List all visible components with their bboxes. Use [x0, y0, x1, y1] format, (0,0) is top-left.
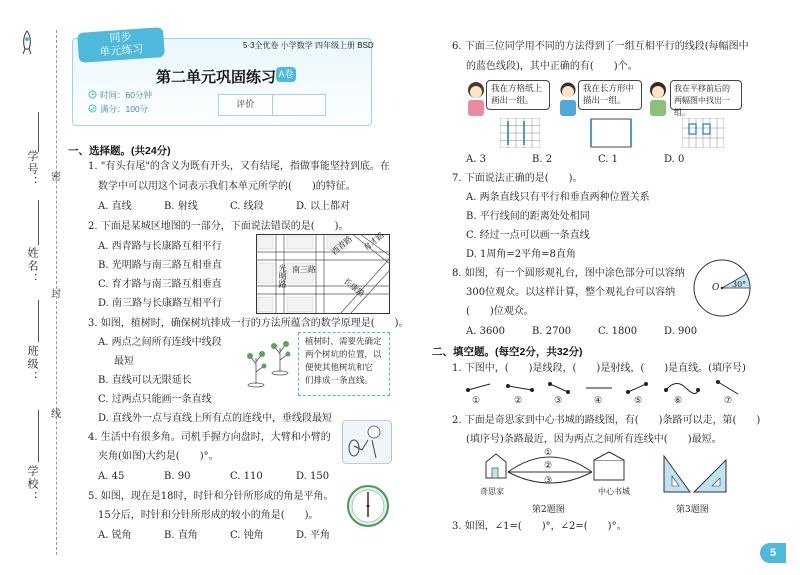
- student-number-label: 学号：: [26, 150, 39, 189]
- q3-option-c[interactable]: C. 过两点只能画一条直线: [98, 394, 212, 405]
- q8-line3: ( )位观众。: [466, 306, 534, 317]
- bubble-line: 我在平移前后的: [674, 84, 730, 93]
- map-label-nansan: 南三路: [292, 265, 316, 274]
- q3-line1: 3. 如图，植树时，确保树坑排成一行的方法所蕴含的数学原理是( )。: [88, 318, 409, 329]
- clock-face-illustration: [346, 484, 390, 528]
- circle-center-label: O: [712, 283, 720, 293]
- q1-line1: 1. "有头有尾"的含义为既有开头，又有结尾，指做事能坚持到底。在: [88, 161, 390, 172]
- q3-option-d[interactable]: D. 直线外一点与直线上所有点的连线中，垂线段最短: [98, 413, 333, 424]
- version-badge: A卷: [276, 67, 296, 82]
- student-girl-2: [646, 80, 670, 116]
- set-squares-figure: [660, 452, 730, 496]
- q7-option-c[interactable]: C. 经过一点可以画一条直线: [466, 230, 590, 241]
- q7-line1: 7. 下面说法正确的是( )。: [452, 173, 583, 184]
- bubble-line: 我在长方形中: [583, 84, 635, 94]
- route-label-2: ②: [544, 461, 553, 471]
- student-number-field[interactable]: [38, 112, 39, 152]
- q6-option-b[interactable]: B. 2: [532, 154, 553, 165]
- tab-line-1: 同步: [109, 31, 132, 45]
- q8-option-a[interactable]: A. 3600: [466, 326, 506, 337]
- map-label-xiqing: 西青路: [329, 234, 355, 257]
- speech-bubble-3: [670, 80, 742, 117]
- q2-option-c[interactable]: C. 育才路与南三路互相垂直: [98, 279, 222, 290]
- q4-option-a[interactable]: A. 45: [98, 471, 125, 482]
- q7-option-b[interactable]: B. 平行线间的距离处处相同: [466, 211, 590, 222]
- page-number: 5: [760, 543, 786, 563]
- q8-option-d[interactable]: D. 900: [664, 326, 698, 337]
- figure-number: ④: [594, 396, 603, 406]
- figure-number: ③: [554, 396, 563, 406]
- q1-option-c[interactable]: C. 线段: [230, 201, 264, 212]
- note-line: 两个树坑的位置，以: [305, 350, 382, 360]
- section-tab: [77, 27, 165, 63]
- binding-char: 线: [51, 409, 61, 420]
- q6-line1: 6. 下面三位同学用不同的方法得到了一组互相平行的线段(每幅图中: [452, 41, 749, 52]
- tab-line-2: 单元练习: [99, 43, 144, 59]
- q7-option-a[interactable]: A. 两条直线只有平行和垂直两种位置关系: [466, 192, 650, 203]
- q3-option-a[interactable]: A. 两点之间所有连线中线段: [98, 337, 222, 348]
- figure-number: ⑤: [634, 396, 643, 406]
- q8-option-b[interactable]: B. 2700: [532, 326, 572, 337]
- full-score: 满分：100分: [100, 104, 149, 114]
- q8-line1: 8. 如图，有一个圆形观礼台，图中涂色部分可以容纳: [452, 268, 685, 279]
- evaluation-label: 评价: [219, 95, 273, 115]
- bubble-line: 画出一组。: [491, 96, 534, 106]
- map-label-changkang: 长康路: [341, 276, 367, 299]
- translation-figure: [682, 118, 724, 148]
- note-line: 便使其他树坑和它: [305, 363, 374, 373]
- home-label: 奇思家: [480, 487, 504, 496]
- q4-option-c[interactable]: C. 110: [230, 471, 263, 482]
- caption-figure-2: 第2题图: [532, 505, 565, 515]
- driver-illustration: [342, 420, 392, 464]
- q1-option-b[interactable]: B. 射线: [164, 201, 198, 212]
- map-label-yucai: 育才路: [361, 230, 387, 253]
- page-title: 第二单元巩固练习: [156, 69, 277, 86]
- figure-number: ⑦: [724, 396, 733, 406]
- q2-option-a[interactable]: A. 西青路与长康路互相平行: [98, 241, 222, 252]
- q3-option-a-cont: 最短: [114, 356, 134, 367]
- q4-option-d[interactable]: D. 150: [296, 471, 330, 482]
- q4-option-b[interactable]: B. 90: [164, 471, 191, 482]
- q4-line2: 夹角(如图)大约是( )°。: [98, 451, 219, 462]
- evaluation-box: [218, 94, 326, 116]
- tree-planting-illustration: [240, 332, 300, 390]
- speech-bubble-1: [486, 80, 550, 110]
- clock-icon: [88, 90, 97, 99]
- q1-line2: 数学中可以用这个词表示我们本单元所学的( )的特征。: [98, 181, 356, 192]
- q5-line1: 5. 如图，现在是18时，时针和分针所形成的角是平角。: [88, 491, 334, 502]
- line-figures: [462, 378, 762, 398]
- student-girl-1: [464, 80, 488, 116]
- q2-line1: 2. 下面是某城区地图的一部分，下面说法错误的是( )。: [88, 221, 349, 232]
- rocket-icon: [20, 30, 34, 56]
- figure-number: ②: [514, 396, 523, 406]
- evaluation-field[interactable]: [273, 95, 326, 115]
- q6-option-c[interactable]: C. 1: [598, 154, 619, 165]
- f2-line1: 2. 下面是奇思家到中心书城的路线图，有( )条路可以走，第( ): [452, 415, 761, 426]
- figure-number: ⑥: [674, 396, 683, 406]
- f1-line1: 1. 下图中，( )是线段，( )是射线，( )是直线。(填序号): [452, 363, 746, 374]
- q2-option-b[interactable]: B. 光明路与南三路互相垂直: [98, 260, 222, 271]
- bubble-line: 我在方格纸上: [491, 84, 543, 94]
- school-label: 学校：: [26, 465, 39, 504]
- binding-char: 封: [51, 289, 61, 300]
- binding-char: 密: [51, 172, 61, 183]
- route-label-1: ①: [544, 448, 553, 458]
- figure-number: ①: [472, 396, 481, 406]
- class-field[interactable]: [38, 300, 39, 342]
- q5-option-a[interactable]: A. 锐角: [98, 530, 132, 541]
- time-limit: 时间：60分钟: [100, 90, 152, 100]
- q6-option-a[interactable]: A. 3: [466, 154, 486, 165]
- series-label: 5·3全优卷 小学数学 四年级上册 BSD: [243, 41, 374, 50]
- q1-option-d[interactable]: D. 以上都对: [296, 201, 351, 212]
- bubble-line: 两幅图中找出一组。: [674, 96, 730, 117]
- school-field[interactable]: [38, 410, 39, 462]
- q7-option-d[interactable]: D. 1周角=2平角=8直角: [466, 249, 576, 260]
- rectangle-figure: [590, 118, 632, 148]
- q5-option-b[interactable]: B. 直角: [164, 530, 198, 541]
- bubble-line: 描出一组。: [583, 96, 626, 106]
- q8-line2: 300位观众。以这样计算，整个观礼台可以容纳: [466, 287, 676, 298]
- q6-option-d[interactable]: D. 0: [664, 154, 685, 165]
- note-line: 们排成一条直线。: [305, 376, 374, 386]
- grid-figure: [500, 118, 540, 148]
- q1-option-a[interactable]: A. 直线: [98, 201, 132, 212]
- q2-option-d[interactable]: D. 南三路与长康路互相平行: [98, 298, 223, 309]
- f2-line2: (填序号)条路最近，因为两点之间所有连线中( )最短。: [466, 434, 722, 445]
- q8-option-c[interactable]: C. 1800: [598, 326, 638, 337]
- q5-line2: 15分后，时针和分针所形成的较小的角是( )。: [98, 510, 319, 521]
- tree-planting-note: [298, 332, 390, 396]
- q5-option-d[interactable]: D. 平角: [296, 530, 331, 541]
- q3-option-b[interactable]: B. 直线可以无限延长: [98, 375, 192, 386]
- check-icon: [88, 104, 97, 113]
- circle-angle-label: 30°: [732, 280, 747, 289]
- fill-section-title: 二、填空题。(每空2分，共32分): [432, 346, 583, 358]
- route-label-3: ③: [544, 476, 553, 486]
- q4-line1: 4. 生活中有很多角。司机手握方向盘时，大臂和小臂的: [88, 432, 331, 443]
- student-boy: [556, 80, 580, 116]
- name-label: 姓名：: [26, 247, 39, 286]
- f3-line1: 3. 如图，∠1=( )°，∠2=( )°。: [452, 521, 627, 532]
- choice-section-title: 一、选择题。(共24分): [68, 145, 171, 157]
- q5-option-c[interactable]: C. 钝角: [230, 530, 264, 541]
- class-label: 班级：: [26, 345, 39, 384]
- map-label-guangming: 光明路: [278, 264, 287, 288]
- caption-figure-3: 第3题图: [676, 505, 709, 515]
- name-field[interactable]: [38, 200, 39, 245]
- q6-line2: 的蓝色线段)，其中正确的有( )个。: [466, 61, 638, 72]
- note-line: 植树时，需要先确定: [305, 337, 382, 347]
- bookstore-label: 中心书城: [598, 487, 630, 496]
- speech-bubble-2: [578, 80, 642, 110]
